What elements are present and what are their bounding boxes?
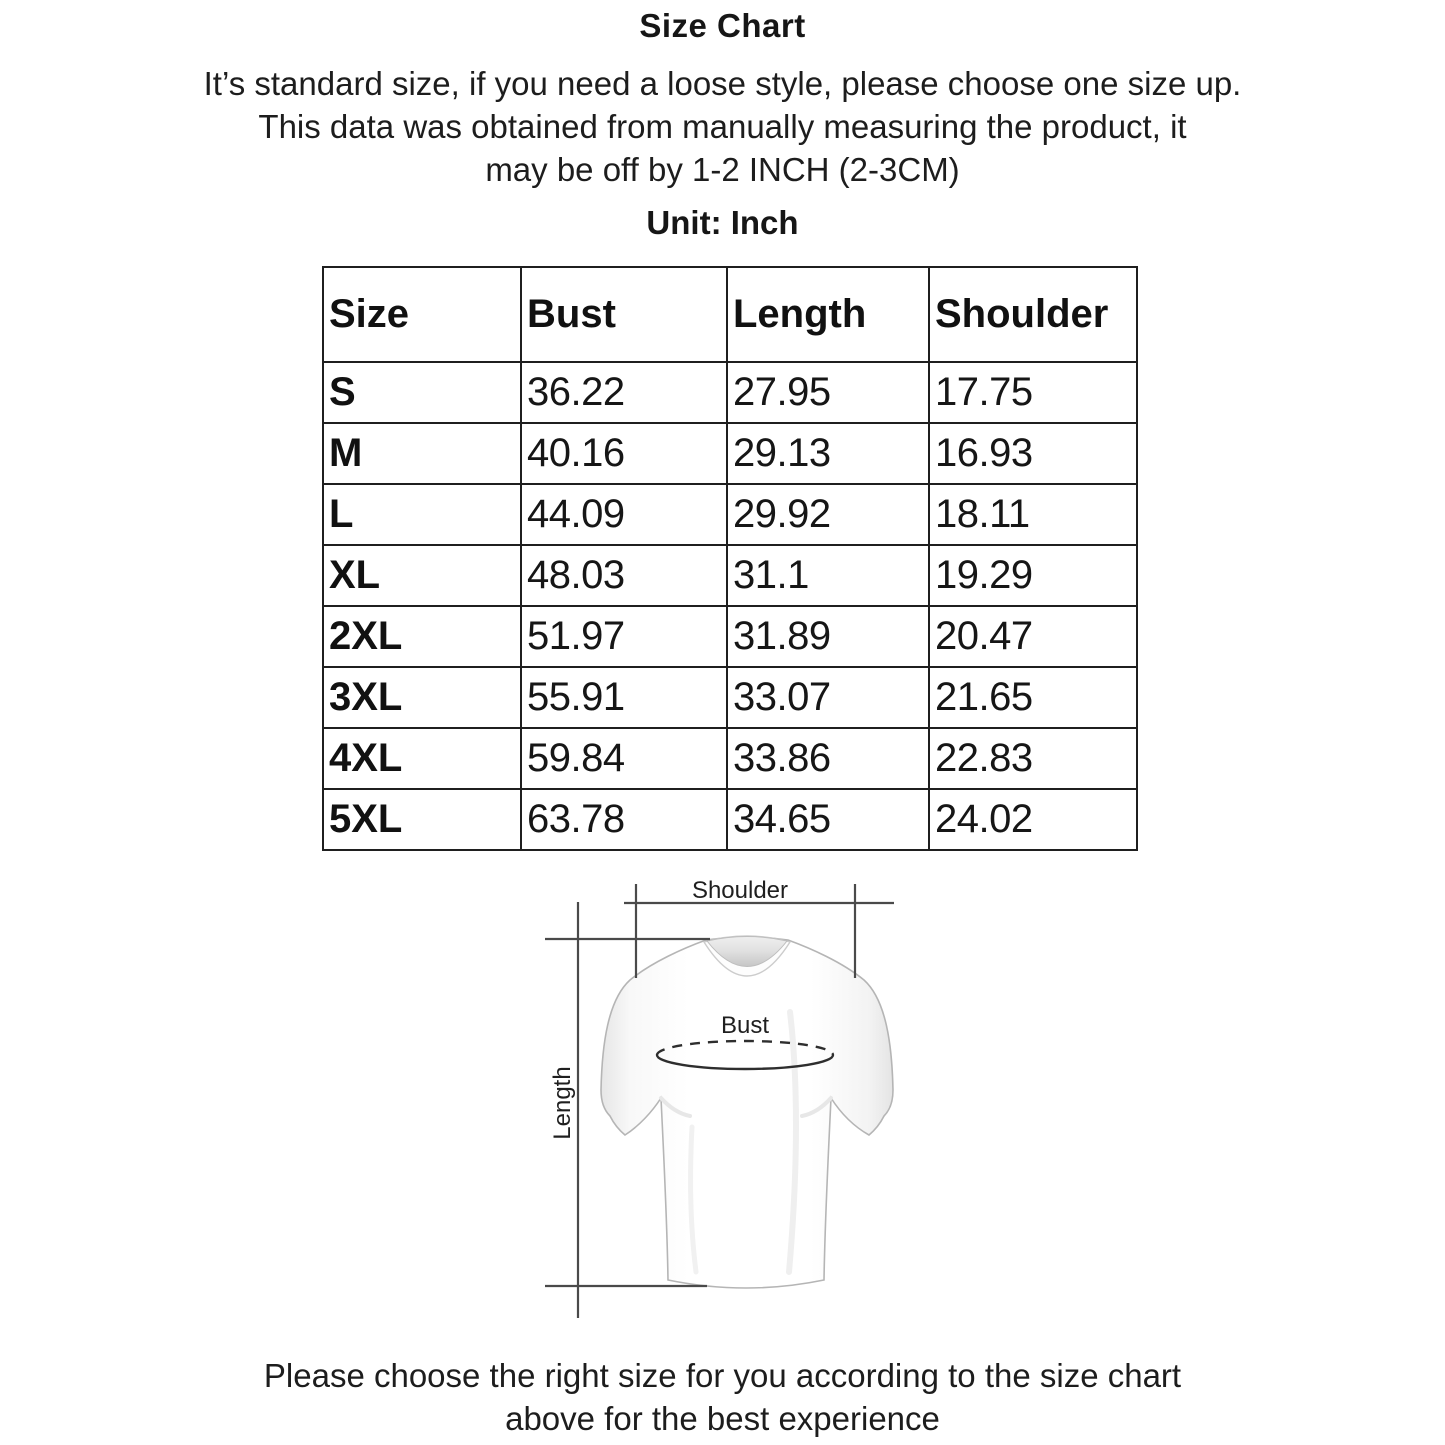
table-row-2xl <box>323 606 1137 667</box>
shoulder-cell: 22.83 <box>929 728 1137 789</box>
intro-line-3: may be off by 1-2 INCH (2-3CM) <box>485 151 960 188</box>
shoulder-cell: 19.29 <box>929 545 1137 606</box>
bust-cell: 59.84 <box>521 728 727 789</box>
footer-line-1: Please choose the right size for you according to the size chart <box>263 1357 1182 1394</box>
table-row-5xl <box>323 789 1137 850</box>
bust-cell: 63.78 <box>521 789 727 850</box>
length-cell: 29.92 <box>727 484 929 545</box>
footer-line-2: above for the best experience <box>505 1400 940 1437</box>
page-title: Size Chart <box>639 7 806 44</box>
size-table-header-row <box>323 267 1137 362</box>
size-table <box>322 266 1138 851</box>
diagram-shoulder-label: Shoulder <box>691 877 789 904</box>
table-row-xl <box>323 545 1137 606</box>
diagram-bust-label: Bust <box>720 1012 770 1039</box>
col-header-length: Length <box>727 267 929 362</box>
table-row-m <box>323 423 1137 484</box>
shoulder-cell: 21.65 <box>929 667 1137 728</box>
bust-cell: 40.16 <box>521 423 727 484</box>
size-cell: XL <box>323 545 521 606</box>
col-header-shoulder: Shoulder <box>929 267 1137 362</box>
length-cell: 27.95 <box>727 362 929 423</box>
bust-cell: 51.97 <box>521 606 727 667</box>
size-cell: 3XL <box>323 667 521 728</box>
size-cell: M <box>323 423 521 484</box>
diagram-length-label: Length <box>549 1066 576 1140</box>
length-cell: 34.65 <box>727 789 929 850</box>
shoulder-cell: 20.47 <box>929 606 1137 667</box>
length-cell: 33.86 <box>727 728 929 789</box>
tshirt-measurement-diagram <box>540 872 920 1332</box>
intro-text <box>0 62 1445 191</box>
length-cell: 31.89 <box>727 606 929 667</box>
shoulder-cell: 18.11 <box>929 484 1137 545</box>
size-cell: 4XL <box>323 728 521 789</box>
col-header-bust: Bust <box>521 267 727 362</box>
footer-text <box>0 1354 1445 1440</box>
shoulder-cell: 17.75 <box>929 362 1137 423</box>
size-cell: 5XL <box>323 789 521 850</box>
bust-cell: 36.22 <box>521 362 727 423</box>
size-cell: 2XL <box>323 606 521 667</box>
unit-label: Unit: Inch <box>646 204 799 241</box>
shoulder-cell: 24.02 <box>929 789 1137 850</box>
size-cell: S <box>323 362 521 423</box>
intro-line-2: This data was obtained from manually measuring the product, it <box>258 108 1187 145</box>
bust-cell: 55.91 <box>521 667 727 728</box>
table-row-4xl <box>323 728 1137 789</box>
length-cell: 29.13 <box>727 423 929 484</box>
tshirt-illustration <box>601 936 893 1288</box>
intro-line-1: It’s standard size, if you need a loose style, please choose one size up. <box>203 65 1242 102</box>
shoulder-cell: 16.93 <box>929 423 1137 484</box>
table-row-3xl <box>323 667 1137 728</box>
bust-cell: 44.09 <box>521 484 727 545</box>
bust-cell: 48.03 <box>521 545 727 606</box>
length-cell: 33.07 <box>727 667 929 728</box>
length-cell: 31.1 <box>727 545 929 606</box>
col-header-size: Size <box>323 267 521 362</box>
table-row-l <box>323 484 1137 545</box>
size-cell: L <box>323 484 521 545</box>
tshirt-body <box>601 937 893 1288</box>
table-row-s <box>323 362 1137 423</box>
